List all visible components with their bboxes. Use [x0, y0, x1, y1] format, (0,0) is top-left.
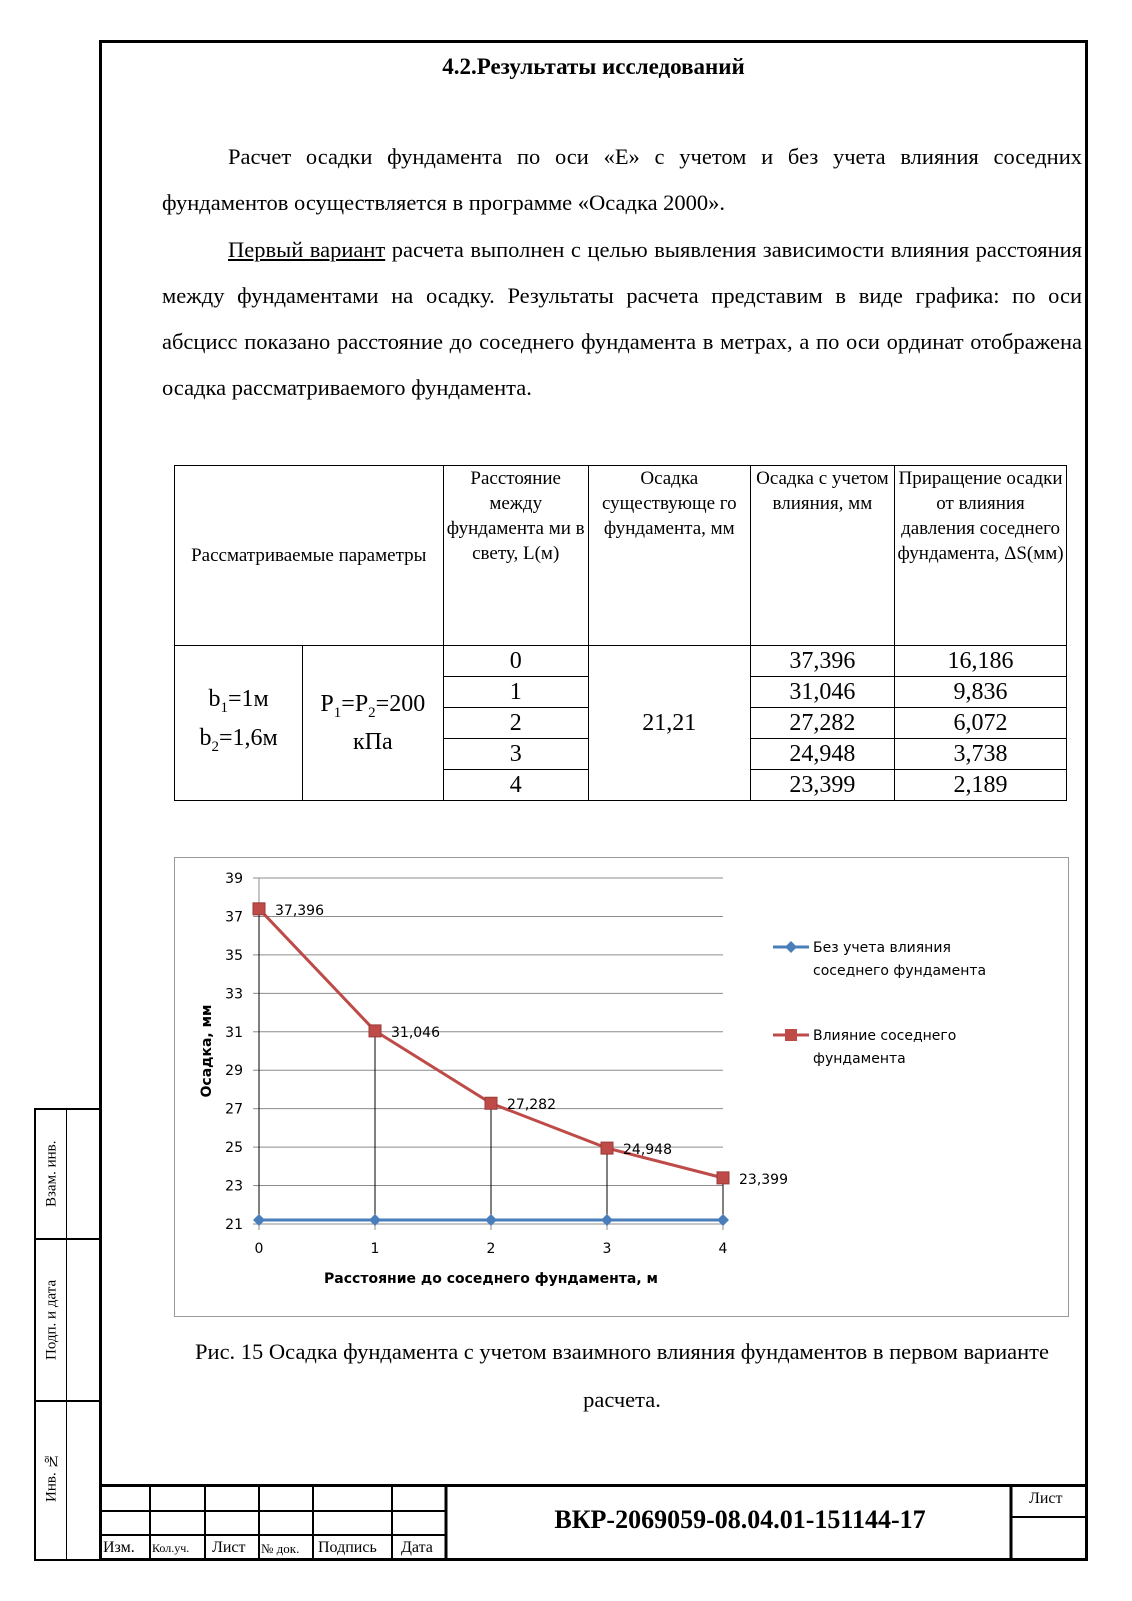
y-tick-label: 21: [225, 1217, 243, 1233]
header-params: Рассматриваемые параметры: [175, 466, 444, 646]
figure-caption: Рис. 15 Осадка фундамента с учетом взаимного влияния фундаментов в первом варианте расчета.: [195, 1339, 1049, 1412]
data-point: [369, 1025, 381, 1037]
legend-label: Влияние соседнего: [813, 1028, 957, 1044]
x-tick-label: 3: [602, 1241, 612, 1257]
cell-L: 1: [443, 677, 588, 708]
cell-b-params: $b_1=1м$ $b_2=1,6м$: [175, 646, 303, 801]
stamp-col-data: Дата: [401, 1539, 433, 1556]
cell-p-params: $P_1=P_2=200$ кПа: [303, 646, 443, 801]
paragraph-1-text: Расчет осадки фундамента по оси «Е» с учетом и без учета влияния соседних фундаментов осуществляется в программе «Осадка 2000».: [162, 144, 1082, 215]
x-tick-label: 2: [486, 1241, 496, 1257]
document-code: ВКР-2069059-08.04.01-151144-17: [554, 1505, 926, 1534]
data-label: 31,046: [391, 1024, 440, 1041]
y-tick-label: 29: [225, 1063, 243, 1080]
stamp-col-ndok: № док.: [261, 1541, 300, 1556]
data-label: 23,399: [739, 1171, 788, 1188]
legend-label: фундамента: [813, 1051, 906, 1067]
y-tick-label: 27: [225, 1101, 243, 1118]
y-tick-label: 33: [225, 986, 243, 1003]
cell-delta: 6,072: [895, 708, 1067, 739]
side-strip-vzam: [34, 1108, 99, 1240]
variant-label: Первый вариант: [228, 237, 386, 262]
section-title: 4.2.Результаты исследований: [442, 54, 745, 79]
data-label: 27,282: [507, 1097, 556, 1114]
cell-delta: 9,836: [895, 677, 1067, 708]
stamp-col-list: Лист: [212, 1539, 246, 1556]
y-tick-label: 31: [225, 1024, 243, 1041]
data-point: [485, 1097, 497, 1109]
cell-delta: 3,738: [895, 739, 1067, 770]
cell-delta: 2,189: [895, 770, 1067, 801]
header-existing: Осадка существующе го фундамента, мм: [588, 466, 750, 646]
data-point: [601, 1142, 613, 1154]
legend-marker: [785, 941, 797, 953]
stamp-col-kolych: Кол.уч.: [152, 1541, 190, 1555]
settlement-chart: [175, 858, 1068, 1316]
legend-label: соседнего фундамента: [813, 963, 987, 979]
header-distance: Расстояние между фундамента ми в свету, L(м): [443, 466, 588, 646]
cell-L: 3: [443, 739, 588, 770]
cell-with: 27,282: [750, 708, 894, 739]
x-tick-label: 4: [718, 1241, 728, 1257]
x-axis-title: Расстояние до соседнего фундамента, м: [324, 1271, 658, 1287]
side-label-inv: Инв. №: [43, 1452, 60, 1502]
header-with-influence: Осадка с учетом влияния, мм: [750, 466, 894, 646]
data-point: [717, 1172, 729, 1184]
cell-with: 24,948: [750, 739, 894, 770]
data-label: 24,948: [623, 1142, 672, 1159]
cell-existing: 21,21: [588, 646, 750, 801]
paragraph-2-text: расчета выполнен с целью выявления зависимости влияния расстояния между фундаментами на осадку. Результаты расчета представим в виде графика: по оси абсцисс показано расстояние до соседнего фундамента в метрах, а по оси ординат отображена осадка рассматриваемого фундамента.: [162, 237, 1082, 400]
stamp-col-podpis: Подпись: [318, 1539, 377, 1556]
paragraph-1: [162, 134, 1082, 226]
chart-area: [174, 857, 1069, 1317]
cell-L: 2: [443, 708, 588, 739]
y-tick-label: 25: [225, 1140, 243, 1157]
x-tick-label: 1: [370, 1241, 380, 1257]
header-increment: Приращение осадки от влияния давления соседнего фундамента, ΔS(мм): [895, 466, 1067, 646]
data-label: 37,396: [275, 902, 324, 919]
y-tick-label: 35: [225, 947, 243, 964]
x-tick-label: 0: [254, 1241, 264, 1257]
side-label-vzam: Взам. инв.: [43, 1140, 60, 1208]
side-strip-inv: [34, 1400, 99, 1561]
paragraph-2: [162, 227, 1082, 411]
cell-delta: 16,186: [895, 646, 1067, 677]
legend-label: Без учета влияния: [813, 940, 951, 956]
y-tick-label: 37: [225, 909, 243, 926]
cell-with: 37,396: [750, 646, 894, 677]
cell-with: 23,399: [750, 770, 894, 801]
y-tick-label: 39: [225, 871, 243, 887]
stamp-col-izm: Изм.: [103, 1539, 135, 1556]
legend-marker: [785, 1029, 797, 1041]
data-point: [253, 903, 265, 915]
side-strip-podp: [34, 1238, 99, 1402]
cell-L: 4: [443, 770, 588, 801]
cell-with: 31,046: [750, 677, 894, 708]
results-table: [174, 465, 1067, 801]
y-axis-title: Осадка, мм: [199, 1004, 215, 1098]
cell-L: 0: [443, 646, 588, 677]
y-tick-label: 23: [225, 1178, 243, 1195]
side-label-podp: Подп. и дата: [43, 1279, 60, 1361]
stamp-sheet-label: Лист: [1029, 1490, 1063, 1507]
